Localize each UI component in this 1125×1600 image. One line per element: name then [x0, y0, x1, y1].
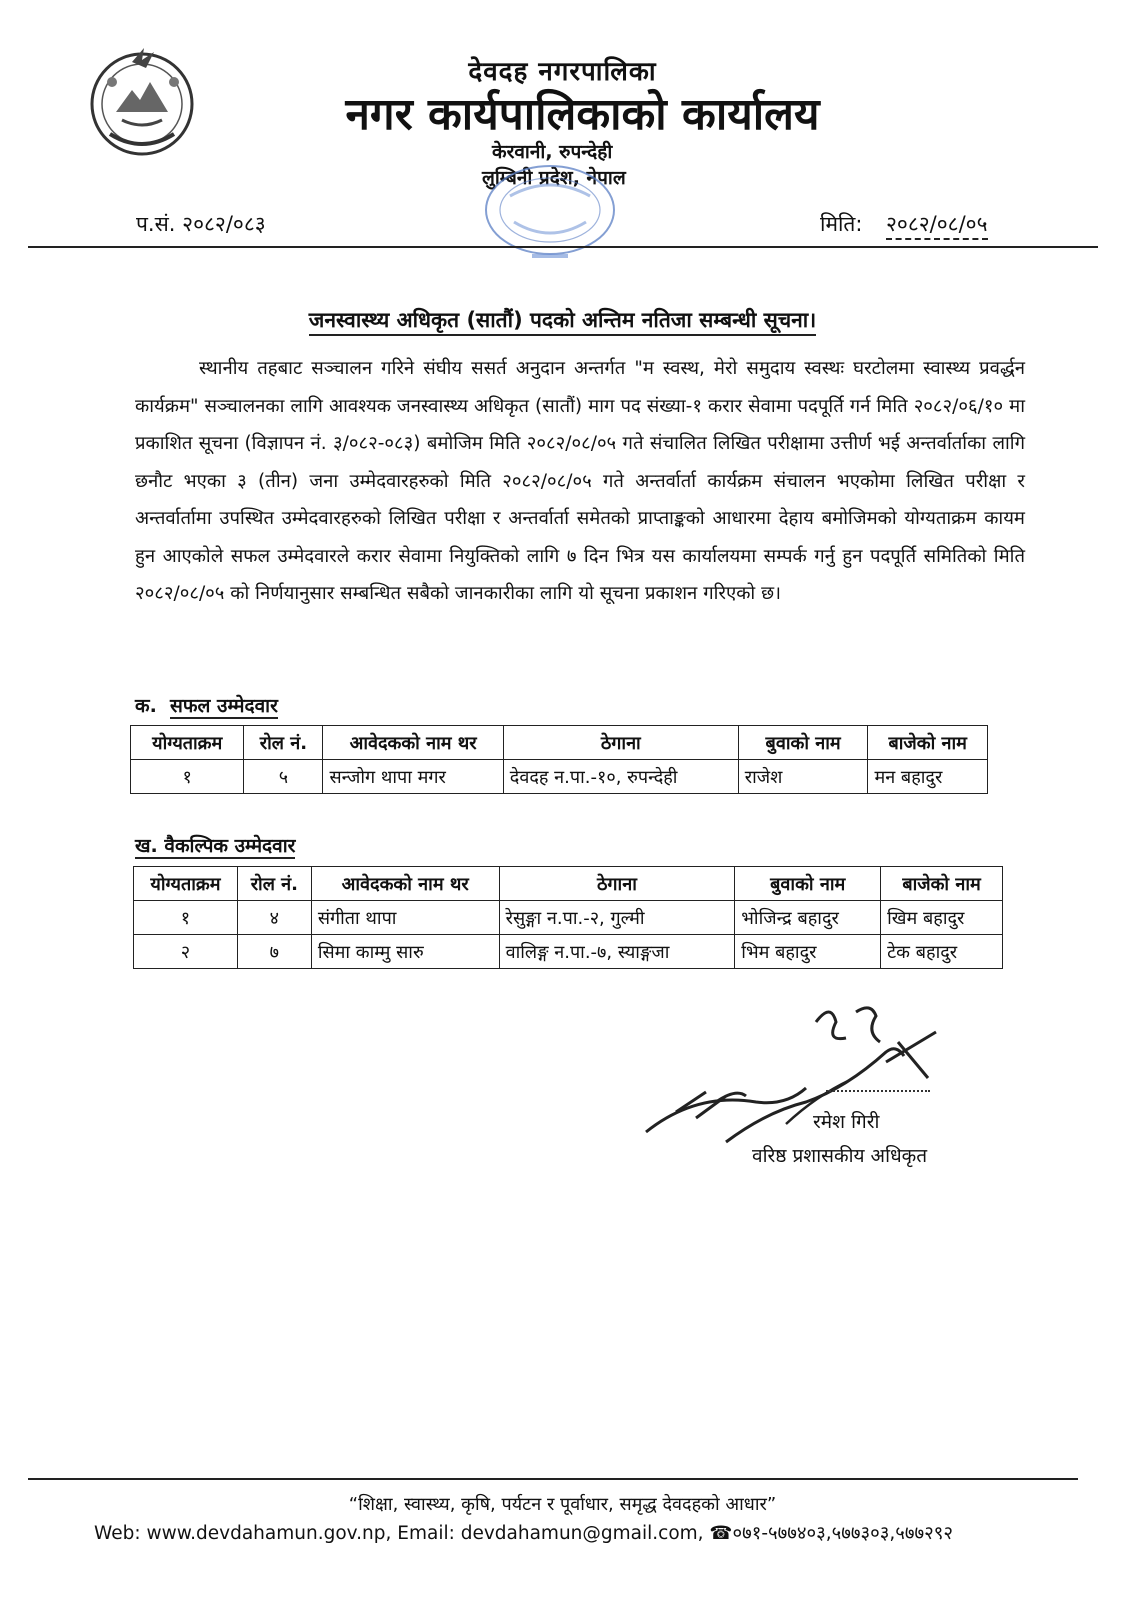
footer-divider	[28, 1478, 1078, 1480]
office-name: नगर कार्यपालिकाको कार्यालय	[345, 89, 820, 140]
address-line-2: लुम्बिनी प्रदेश, नेपाल	[482, 167, 626, 189]
notice-body-text: स्थानीय तहबाट सञ्चालन गरिने संघीय ससर्त अनुदान अन्तर्गत "म स्वस्थ, मेरो समुदाय स्वस्थः घरटोलमा स्वास्थ्य प्रवर्द्धन कार्यक्रम" सञ्चालनका लागि आवश्यक जनस्वास्थ्य अधिकृत (सातौं) माग पद संख्या-१ करार सेवामा पदपूर्ति गर्न मिति २०८२/०६/१० मा प्रकाशित सूचना (विज्ञापन नं. ३/०८२-०८३) बमोजिम मिति २०८२/०८/०५ गते संचालित लिखित परीक्षामा उत्तीर्ण भई अन्तर्वार्ताका लागि छनौट भएका ३ (तीन) जना उम्मेदवारहरुको मिति २०८२/०८/०५ गते अन्तर्वार्ता कार्यक्रम संचालन भएकोमा लिखित परीक्षा र अन्तर्वार्तामा उपस्थित उम्मेदवारहरुको लिखित परीक्षा र अन्तर्वार्ता समेतको प्राप्ताङ्कको आधारमा देहाय बमोजिमको योग्यताक्रम कायम हुन आएकोले सफल उम्मेदवारले करार सेवामा नियुक्तिको लागि ७ दिन भित्र यस कार्यालयमा सम्पर्क गर्नु हुन पदपूर्ति समितिको मिति २०८२/०८/०५ को निर्णयानुसार सम्बन्धित सबैको जानकारीका लागि यो सूचना प्रकाशन गरिएको छ।	[135, 358, 1025, 604]
reference-number: प.सं. २०८२/०८३	[136, 212, 266, 236]
cell-name: सन्जोग थापा मगर	[323, 760, 503, 794]
cell-grandfather: टेक बहादुर	[881, 935, 1003, 969]
footer-contact: Web: www.devdahamun.gov.np, Email: devdahamun@gmail.com, ☎०७१-५७७४०३,५७७३०३,५७७२९२	[94, 1523, 953, 1544]
date-label: मिति:	[820, 212, 863, 236]
col-father: बुवाको नाम	[738, 726, 868, 760]
cell-grandfather: मन बहादुर	[868, 760, 988, 794]
table-row	[134, 935, 1003, 969]
header-divider	[28, 246, 1098, 248]
signature-icon	[636, 992, 956, 1152]
col-address: ठेगाना	[499, 867, 735, 901]
alternate-heading: ख. वैकल्पिक उम्मेदवार	[135, 835, 296, 857]
date-value: २०८२/०८/०५	[886, 210, 988, 240]
signer-designation: वरिष्ठ प्रशासकीय अधिकृत	[752, 1145, 928, 1167]
cell-rank: १	[134, 901, 238, 935]
cell-rank: २	[134, 935, 238, 969]
col-name: आवेदकको नाम थर	[311, 867, 499, 901]
cell-father: भोजिन्द्र बहादुर	[735, 901, 881, 935]
col-rank: योग्यताक्रम	[131, 726, 244, 760]
address-line-1: केरवानी, रुपन्देही	[492, 141, 613, 163]
cell-address: वालिङ्ग न.पा.-७, स्याङ्गजा	[499, 935, 735, 969]
cell-address: देवदह न.पा.-१०, रुपन्देही	[503, 760, 738, 794]
cell-name: संगीता थापा	[311, 901, 499, 935]
table-row	[134, 901, 1003, 935]
table-header-row	[134, 867, 1003, 901]
notice-body	[135, 350, 1025, 613]
table-header-row	[131, 726, 988, 760]
col-roll: रोल नं.	[244, 726, 323, 760]
cell-roll: ७	[237, 935, 311, 969]
col-rank: योग्यताक्रम	[134, 867, 238, 901]
successful-heading	[135, 692, 278, 718]
cell-father: भिम बहादुर	[735, 935, 881, 969]
signature-line	[826, 1090, 930, 1092]
cell-address: रेसुङ्गा न.पा.-२, गुल्मी	[499, 901, 735, 935]
col-roll: रोल नं.	[237, 867, 311, 901]
office-stamp-icon	[470, 160, 630, 268]
col-father: बुवाको नाम	[735, 867, 881, 901]
municipality-name: देवदह नगरपालिका	[468, 57, 657, 87]
col-grandfather: बाजेको नाम	[881, 867, 1003, 901]
cell-father: राजेश	[738, 760, 868, 794]
cell-rank: १	[131, 760, 244, 794]
footer-slogan: “शिक्षा, स्वास्थ्य, कृषि, पर्यटन र पूर्वाधार, समृद्ध देवदहको आधार”	[348, 1494, 777, 1515]
cell-roll: ५	[244, 760, 323, 794]
signer-name: रमेश गिरी	[813, 1111, 880, 1133]
table-row	[131, 760, 988, 794]
successful-table	[130, 725, 988, 794]
cell-name: सिमा काम्मु सारु	[311, 935, 499, 969]
cell-roll: ४	[237, 901, 311, 935]
col-grandfather: बाजेको नाम	[868, 726, 988, 760]
successful-heading-text: सफल उम्मेदवार	[170, 695, 278, 717]
col-name: आवेदकको नाम थर	[323, 726, 503, 760]
alternate-table	[133, 866, 1003, 969]
successful-prefix: क.	[135, 695, 157, 717]
cell-grandfather: खिम बहादुर	[881, 901, 1003, 935]
notice-title: जनस्वास्थ्य अधिकृत (सातौं) पदको अन्तिम नतिजा सम्बन्धी सूचना।	[0, 306, 1125, 334]
col-address: ठेगाना	[503, 726, 738, 760]
